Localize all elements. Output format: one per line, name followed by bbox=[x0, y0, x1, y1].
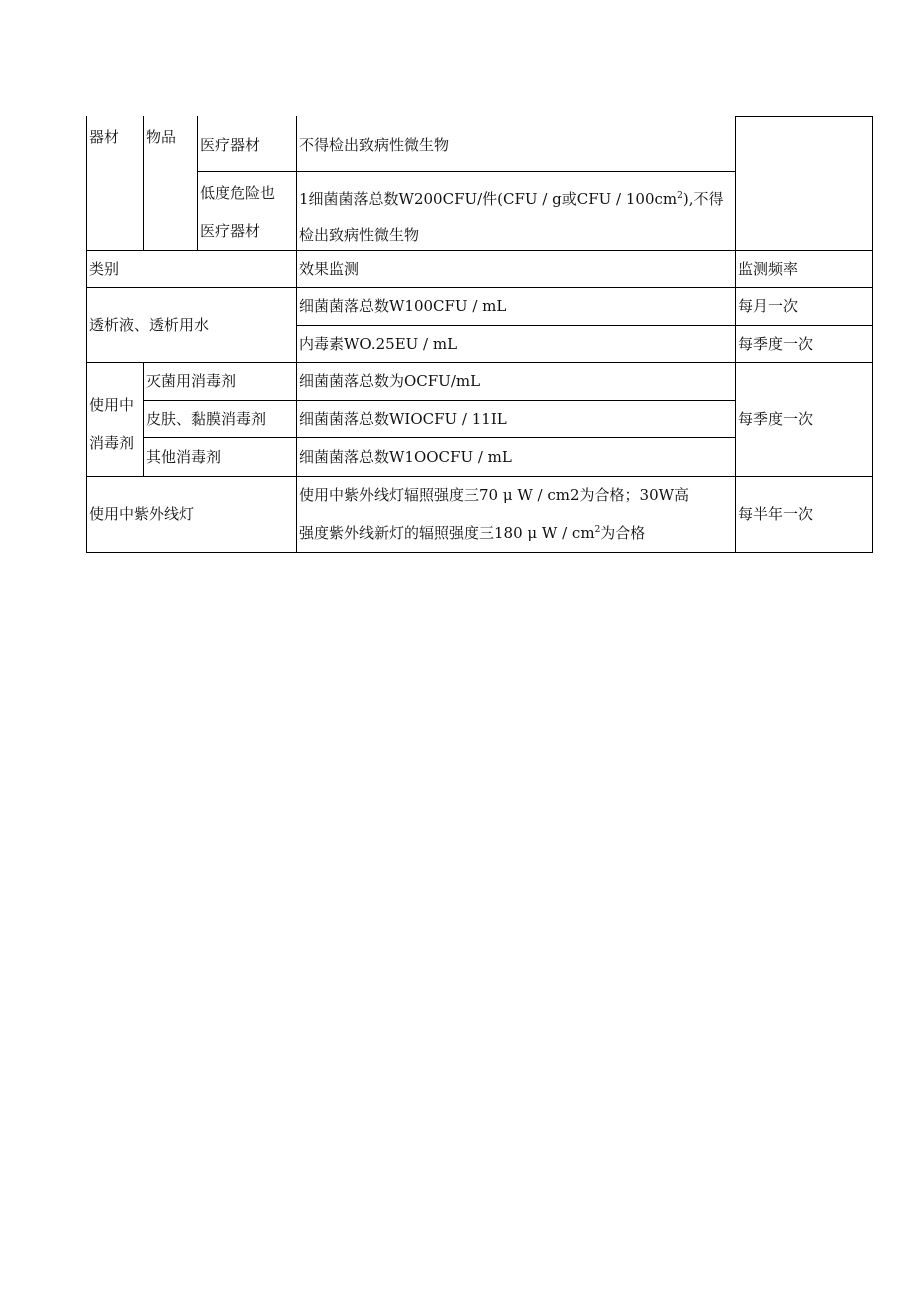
disinfectant-label-line1: 使用中 bbox=[89, 396, 135, 414]
requirement-low-risk-text: 1细菌菌落总数W200CFU/件(CFU / g或CFU / 100cm bbox=[299, 190, 678, 208]
item-medical-equipment: 医疗器材 bbox=[200, 136, 261, 154]
category-items: 物品 bbox=[146, 128, 177, 146]
disinfectant-label-line2: 消毒剂 bbox=[89, 434, 135, 452]
requirement-low-risk-line1 bbox=[297, 190, 735, 209]
header-effect: 效果监测 bbox=[299, 259, 360, 278]
requirement-no-pathogens: 不得检出致病性微生物 bbox=[299, 136, 450, 154]
uv-freq: 每半年一次 bbox=[738, 505, 814, 523]
header-frequency: 监测频率 bbox=[738, 259, 799, 278]
requirement-low-risk-line2: 检出致病性微生物 bbox=[299, 226, 420, 244]
rule bbox=[86, 552, 873, 553]
dialysis-freq-quarterly: 每季度一次 bbox=[738, 334, 814, 353]
uv-req-line2-text: 强度紫外线新灯的辐照强度三180 μ W / cm bbox=[299, 524, 595, 542]
uv-label: 使用中紫外线灯 bbox=[89, 505, 195, 523]
uv-req-line2 bbox=[297, 524, 735, 543]
uv-req-line2-tail: 为合格 bbox=[600, 524, 646, 542]
requirement-low-risk-tail: ),不得 bbox=[682, 190, 724, 208]
item-low-risk-line2: 医疗器材 bbox=[200, 222, 261, 240]
dialysis-freq-monthly: 每月一次 bbox=[738, 297, 799, 315]
item-low-risk-line1: 低度危险也 bbox=[200, 184, 276, 202]
disinfectant-sub-sterilizing: 灭菌用消毒剂 bbox=[146, 372, 237, 390]
disinfectant-sub-skin: 皮肤、黏膜消毒剂 bbox=[146, 409, 267, 428]
rule bbox=[197, 171, 735, 172]
superscript: 2 bbox=[594, 525, 601, 535]
rule bbox=[735, 116, 873, 117]
header-category: 类别 bbox=[89, 259, 120, 278]
dialysis-req-bacteria: 细菌菌落总数W100CFU / mL bbox=[299, 297, 507, 315]
dialysis-req-endotoxin: 内毒素WO.25EU / mL bbox=[299, 334, 458, 353]
dialysis-label: 透析液、透析用水 bbox=[89, 315, 210, 334]
disinfectant-freq: 每季度一次 bbox=[738, 410, 814, 428]
rule bbox=[872, 116, 873, 553]
disinfectant-req-skin: 细菌菌落总数WIOCFU / 11IL bbox=[299, 409, 507, 428]
disinfectant-req-other: 细菌菌落总数W1OOCFU / mL bbox=[299, 447, 512, 466]
uv-req-line1: 使用中紫外线灯辐照强度三70 μ W / cm2为合格；30W高 bbox=[299, 486, 690, 504]
disinfectant-sub-other: 其他消毒剂 bbox=[146, 447, 222, 466]
superscript: 2 bbox=[677, 191, 683, 201]
category-equipment: 器材 bbox=[89, 128, 120, 146]
disinfectant-req-sterilizing: 细菌菌落总数为OCFU/mL bbox=[299, 372, 481, 390]
